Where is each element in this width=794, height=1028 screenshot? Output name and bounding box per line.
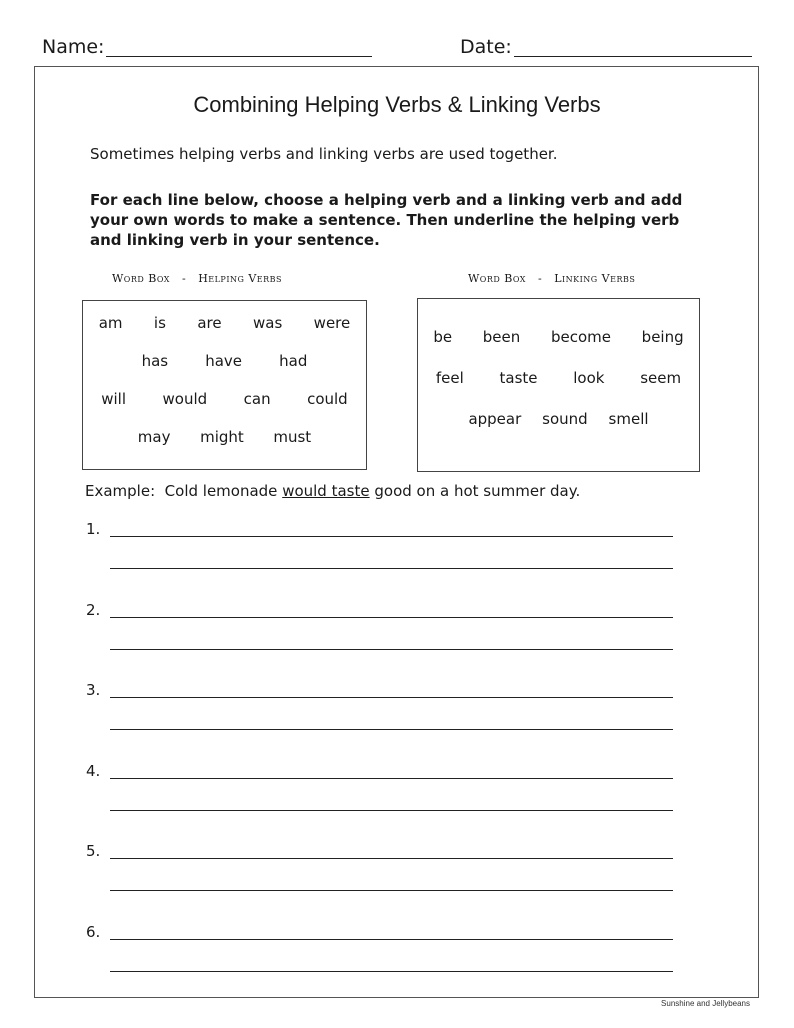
example-underlined-verbs: would taste xyxy=(282,482,370,500)
footer-credit: Sunshine and Jellybeans xyxy=(661,999,750,1008)
helping-verb-row xyxy=(83,390,366,408)
helping-verb-word: had xyxy=(279,352,308,370)
example-sentence xyxy=(85,482,580,500)
answer-line[interactable] xyxy=(110,536,673,537)
linking-verb-word: look xyxy=(573,369,605,387)
helping-verb-word: can xyxy=(243,390,271,408)
example-prefix: Example: Cold lemonade xyxy=(85,482,283,500)
helping-verb-word: could xyxy=(307,390,348,408)
helping-verb-word: am xyxy=(98,314,123,332)
linking-verb-word: sound xyxy=(542,410,588,428)
linking-verb-word: being xyxy=(641,328,684,346)
helping-verb-row xyxy=(83,352,366,370)
linking-verb-row xyxy=(418,369,699,387)
helping-verb-word: must xyxy=(273,428,312,446)
linking-verbs-caption: Word Box - Linking Verbs xyxy=(468,272,636,285)
answer-line[interactable] xyxy=(110,697,673,698)
helping-verb-word: were xyxy=(313,314,351,332)
helping-verb-word: was xyxy=(252,314,283,332)
name-label: Name: xyxy=(42,36,105,58)
item-number: 4. xyxy=(86,761,101,780)
item-number: 5. xyxy=(86,842,101,860)
answer-line[interactable] xyxy=(110,939,673,940)
helping-verb-row xyxy=(83,428,366,446)
linking-verb-word: seem xyxy=(640,369,682,387)
answer-line[interactable] xyxy=(110,810,673,811)
helping-verbs-caption: Word Box - Helping Verbs xyxy=(112,272,283,285)
helping-verb-word: might xyxy=(200,428,244,446)
intro-text: Sometimes helping verbs and linking verbs are used together. xyxy=(90,145,558,163)
linking-verb-word: be xyxy=(433,328,453,346)
linking-verb-row xyxy=(418,328,699,346)
helping-verb-row xyxy=(83,314,366,332)
helping-verb-word: have xyxy=(205,352,243,370)
name-field[interactable] xyxy=(106,56,372,57)
item-number: 6. xyxy=(86,922,101,941)
helping-verb-word: will xyxy=(101,390,127,408)
linking-verb-row xyxy=(418,410,699,428)
date-label: Date: xyxy=(460,36,512,58)
item-number: 1. xyxy=(86,520,101,538)
linking-verb-word: taste xyxy=(499,369,538,387)
answer-line[interactable] xyxy=(110,729,673,730)
helping-verb-word: may xyxy=(137,428,171,446)
linking-verb-word: become xyxy=(550,328,611,346)
answer-line[interactable] xyxy=(110,890,673,891)
instructions-text: For each line below, choose a helping verb and a linking verb and add your own words to make a sentence. Then underline the helping verb and linking verb in your sentence. xyxy=(90,191,683,249)
item-number: 3. xyxy=(86,681,101,699)
answer-line[interactable] xyxy=(110,778,673,779)
example-suffix: good on a hot summer day. xyxy=(369,482,581,500)
linking-verbs-word-box xyxy=(417,298,700,472)
answer-line[interactable] xyxy=(110,617,673,618)
helping-verb-word: is xyxy=(153,314,166,332)
answer-line[interactable] xyxy=(110,858,673,859)
linking-verb-word: feel xyxy=(435,369,464,387)
answer-line[interactable] xyxy=(110,971,673,972)
helping-verb-word: would xyxy=(162,390,208,408)
helping-verb-word: has xyxy=(141,352,169,370)
date-field[interactable] xyxy=(514,56,752,57)
answer-line[interactable] xyxy=(110,568,673,569)
helping-verbs-word-box xyxy=(82,300,367,470)
linking-verb-word: been xyxy=(482,328,521,346)
answer-line[interactable] xyxy=(110,649,673,650)
linking-verb-word: appear xyxy=(468,410,522,428)
item-number: 2. xyxy=(86,600,101,619)
page-title: Combining Helping Verbs & Linking Verbs xyxy=(193,92,601,117)
linking-verb-word: smell xyxy=(608,410,649,428)
helping-verb-word: are xyxy=(197,314,222,332)
